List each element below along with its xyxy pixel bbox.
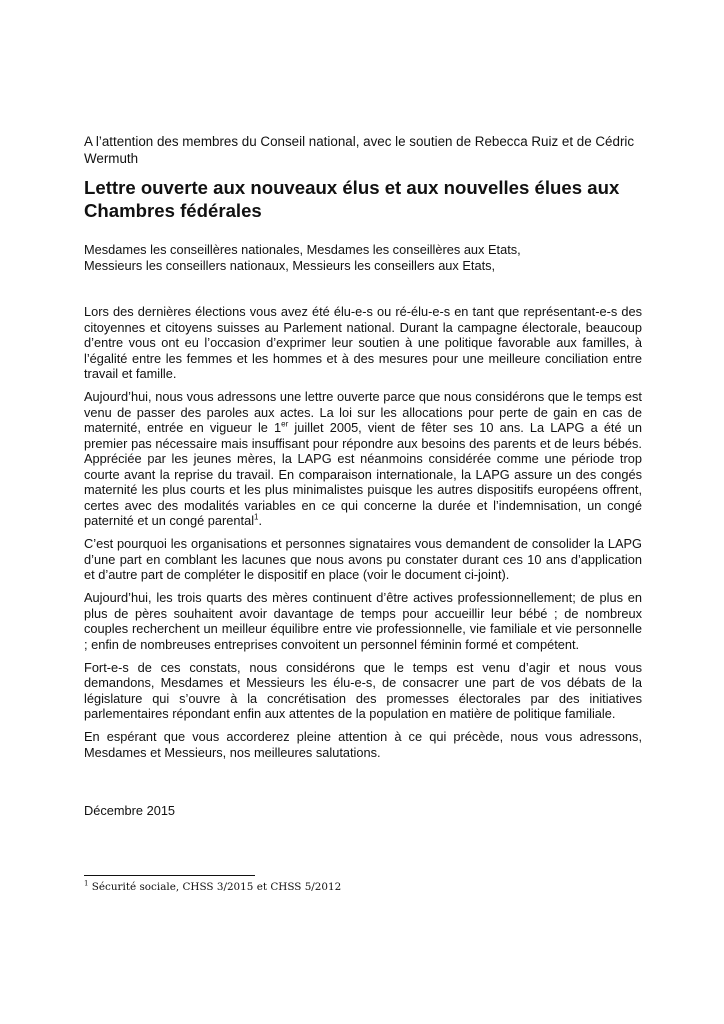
footnote-reference[interactable]: 1 [254,512,259,522]
paragraph-3: C’est pourquoi les organisations et personnes signataires vous demandent de consolider la LAPG d’une part en comblant les lacunes que nous avons pu constater durant ces 10 ans d’application et d’autre part de compléter le dispositif en place (voir le document ci-joint). [84,536,642,582]
salutation [84,242,642,274]
paragraph-5: Fort-e-s de ces constats, nous considérons que le temps est venu d’agir et nous vous demandons, Mesdames et Messieurs les élu-e-s, de consacrer une part de vos débats de la législature qui s’ouvre à la concrétisation des promesses électorales par des initiatives parlementaires répondant enfin aux attentes de la population en matière de politique familiale. [84,659,642,721]
letter-body [84,133,642,768]
footnote-divider [84,875,255,876]
letter-intro: A l’attention des membres du Conseil national, avec le soutien de Rebecca Ruiz et de Cédric Wermuth [84,134,635,166]
paragraph-4: Aujourd’hui, les trois quarts des mères continuent d’être actives professionnellement; de plus en plus de pères souhaitent avoir davantage de temps pour accueillir leur bébé ; de nombreux couples recherchent un meilleur équilibre entre vie professionnelle, vie familiale et vie personnelle ; enfin de nombreuses entreprises convoitent un personnel féminin formé et compétent. [84,590,642,652]
paragraph-6: En espérant que vous accorderez pleine attention à ce qui précède, nous vous adressons, Mesdames et Messieurs, nos meilleures salutations. [84,729,642,760]
paragraph-2-end: . [258,513,263,528]
paragraph-1: Lors des dernières élections vous avez été élu-e-s ou ré-élu-e-s en tant que représentant-e-s des citoyennes et citoyens suisses au Parlement national. Durant la campagne électorale, beaucoup d’entre vous ont eu l’occasion d’exprimer leur soutien à une politique favorable aux familles, à l’égalité entre les femmes et les hommes et à des mesures pour une meilleure conciliation entre travail et famille. [84,304,642,381]
salutation-line-2: Messieurs les conseillers nationaux, Messieurs les conseillers aux Etats, [84,258,496,273]
letter-title: Lettre ouverte aux nouveaux élus et aux nouvelles élues aux Chambres fédérales [84,177,620,221]
paragraph-2 [84,389,642,529]
footnote-number: 1 [84,879,89,888]
paragraph-2-part-a: Aujourd’hui, nous vous adressons une lettre ouverte parce que nous considérons que le temps est venu de passer des paroles aux actes. La loi sur les allocations pour perte de gain en cas de maternité, entrée en vigueur le 1 [84,389,642,435]
footnote-text: Sécurité sociale, CHSS 3/2015 et CHSS 5/2012 [88,881,342,893]
footnote [84,881,341,894]
paragraph-2-part-b: juillet 2005, vient de fêter ses 10 ans. La LAPG a été un premier pas nécessaire mais insuffisant pour répondre aux besoins des parents et de leurs bébés. Appréciée par les jeunes mères, la LAPG est néanmoins considérée comme une période trop courte avant la reprise du travail. En comparaison internationale, la LAPG assure un des congés maternité les plus courts et les plus minimalistes puisque les autres dispositifs européens offrent, certes avec des modalités variables en ce qui concerne la durée et l’indemnisation, un congé paternité et un congé parental [84,420,642,528]
ordinal-superscript: er [281,419,289,429]
salutation-line-1: Mesdames les conseillères nationales, Mesdames les conseillères aux Etats, [84,242,521,257]
letter-date: Décembre 2015 [84,803,176,818]
letter-paragraphs [84,304,642,760]
